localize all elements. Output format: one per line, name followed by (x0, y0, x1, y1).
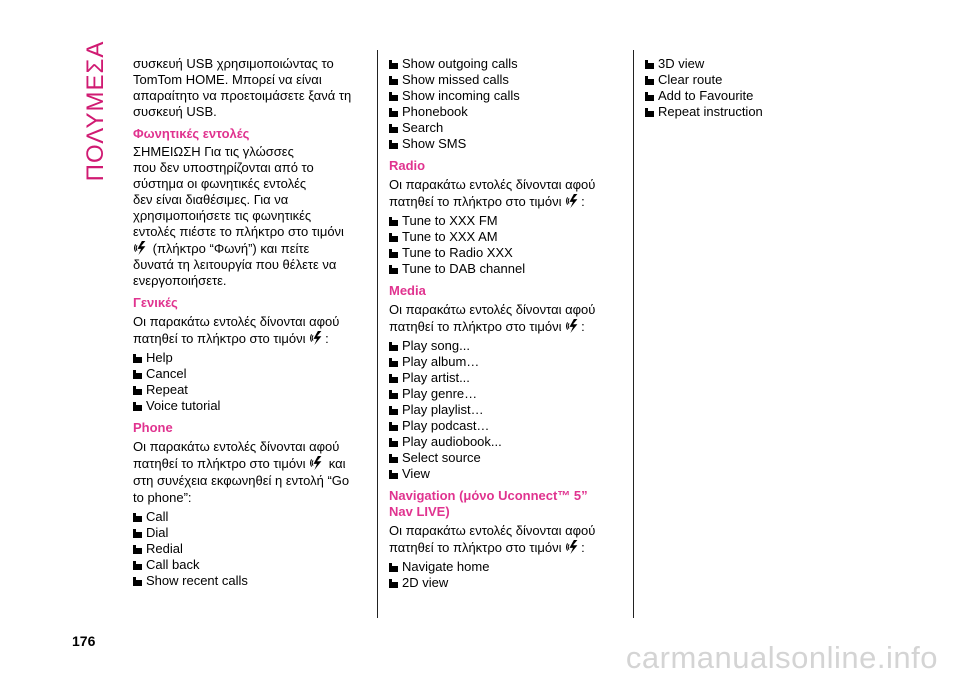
column-2 (389, 56, 624, 591)
voice-command-icon (566, 539, 580, 555)
list-item (389, 338, 624, 354)
text-line (133, 240, 365, 257)
list-item (133, 557, 365, 573)
heading-line: Nav LIVE) (389, 504, 450, 519)
checkbox-bullet-icon (133, 545, 142, 554)
list-item (389, 450, 624, 466)
text-span: : (581, 194, 585, 209)
list-item-label: Tune to DAB channel (402, 261, 526, 276)
column-divider (633, 50, 634, 618)
checkbox-bullet-icon (389, 342, 398, 351)
checkbox-bullet-icon (389, 92, 398, 101)
list-item-label: Play playlist… (402, 402, 484, 417)
checkbox-bullet-icon (389, 249, 398, 258)
list-item-label: Redial (146, 541, 183, 556)
text-line: Οι παρακάτω εντολές δίνονται αφού (133, 439, 340, 454)
general-heading: Γενικές (133, 295, 178, 310)
column-1 (133, 56, 365, 589)
text-line (389, 318, 624, 335)
list-item (389, 88, 624, 104)
text-line: Οι παρακάτω εντολές δίνονται αφού (389, 302, 596, 317)
checkbox-bullet-icon (389, 374, 398, 383)
list-item-label: Clear route (658, 72, 723, 87)
text-line: Οι παρακάτω εντολές δίνονται αφού (389, 177, 596, 192)
list-item (133, 525, 365, 541)
text-line: TomTom HOME. Μπορεί να είναι (133, 72, 322, 87)
list-item (133, 366, 365, 382)
phone-heading: Phone (133, 420, 173, 435)
text-line: σύστημα οι φωνητικές εντολές (133, 176, 307, 191)
list-item-label: Call back (146, 557, 200, 572)
list-item (389, 261, 624, 277)
checkbox-bullet-icon (389, 454, 398, 463)
text-line: στη συνέχεια εκφωνηθεί η εντολή “Go (133, 473, 350, 488)
checkbox-bullet-icon (389, 358, 398, 367)
general-intro (133, 313, 365, 347)
list-item (389, 56, 624, 72)
list-item-label: Voice tutorial (146, 398, 221, 413)
general-list (133, 350, 365, 414)
navigation-intro (389, 522, 624, 556)
phone-intro (133, 438, 365, 506)
list-item (389, 402, 624, 418)
checkbox-bullet-icon (389, 124, 398, 133)
list-item (645, 104, 875, 120)
list-item (389, 136, 624, 152)
checkbox-bullet-icon (645, 92, 654, 101)
list-item-label: Play song... (402, 338, 470, 353)
navigation-list (389, 559, 624, 591)
list-item-label: Tune to XXX FM (402, 213, 498, 228)
text-line (389, 539, 624, 556)
text-line: χρησιμοποιήσετε τις φωνητικές (133, 208, 312, 223)
list-item (645, 88, 875, 104)
media-list (389, 338, 624, 482)
checkbox-bullet-icon (133, 513, 142, 522)
checkbox-bullet-icon (645, 108, 654, 117)
list-item-label: Search (402, 120, 444, 135)
list-item-label: Repeat instruction (658, 104, 763, 119)
media-intro (389, 301, 624, 335)
text-line (133, 330, 365, 347)
list-item (389, 386, 624, 402)
voice-command-icon (134, 240, 148, 256)
checkbox-bullet-icon (389, 390, 398, 399)
radio-intro (389, 176, 624, 210)
list-item (133, 509, 365, 525)
checkbox-bullet-icon (133, 529, 142, 538)
list-item (389, 120, 624, 136)
list-item-label: View (402, 466, 430, 481)
list-item-label: Show missed calls (402, 72, 509, 87)
text-span: πατηθεί το πλήκτρο στο τιμόνι (133, 456, 306, 471)
list-item-label: Help (146, 350, 173, 365)
list-item (133, 398, 365, 414)
list-item (389, 575, 624, 591)
checkbox-bullet-icon (389, 76, 398, 85)
list-item-label: Show incoming calls (402, 88, 520, 103)
text-line: ενεργοποιήσετε. (133, 273, 227, 288)
text-line: δεν είναι διαθέσιμες. Για να (133, 192, 289, 207)
list-item (389, 229, 624, 245)
list-item-label: Play audiobook... (402, 434, 502, 449)
checkbox-bullet-icon (133, 402, 142, 411)
list-item-label: Tune to XXX AM (402, 229, 498, 244)
list-item (133, 573, 365, 589)
checkbox-bullet-icon (389, 422, 398, 431)
text-line: εντολές πιέστε το πλήκτρο στο τιμόνι (133, 224, 344, 239)
text-span: πατηθεί το πλήκτρο στο τιμόνι (389, 194, 562, 209)
list-item-label: Play album… (402, 354, 480, 369)
watermark: carmanualsonline.info (625, 640, 938, 675)
checkbox-bullet-icon (389, 265, 398, 274)
list-item (389, 559, 624, 575)
list-item-label: Navigate home (402, 559, 490, 574)
text-line: δυνατά τη λειτουργία που θέλετε να (133, 257, 337, 272)
text-line: Οι παρακάτω εντολές δίνονται αφού (389, 523, 596, 538)
list-item (133, 541, 365, 557)
voice-command-icon (566, 193, 580, 209)
text-line: συσκευή USB χρησιμοποιώντας το (133, 56, 334, 71)
list-item-label: 2D view (402, 575, 449, 590)
list-item (389, 104, 624, 120)
list-item-label: 3D view (658, 56, 705, 71)
navigation-heading (389, 488, 624, 520)
checkbox-bullet-icon (133, 370, 142, 379)
voice-command-icon (310, 455, 324, 471)
checkbox-bullet-icon (389, 140, 398, 149)
column-divider (377, 50, 378, 618)
list-item (133, 350, 365, 366)
list-item (389, 213, 624, 229)
list-item-label: Phonebook (402, 104, 468, 119)
media-heading: Media (389, 283, 426, 298)
phone-list-continued (389, 56, 624, 152)
radio-heading: Radio (389, 158, 426, 173)
list-item (389, 245, 624, 261)
list-item-label: Show SMS (402, 136, 467, 151)
checkbox-bullet-icon (389, 233, 398, 242)
heading-line: Navigation (μόνο Uconnect™ 5” (389, 488, 588, 503)
text-span: πατηθεί το πλήκτρο στο τιμόνι (389, 540, 562, 555)
text-span: (πλήκτρο “Φωνή”) και πείτε (152, 241, 310, 256)
list-item (389, 72, 624, 88)
text-line: που δεν υποστηρίζονται από το (133, 160, 314, 175)
text-span: : (325, 331, 329, 346)
section-title-text: ΠΟΛΥΜΕΣΑ (82, 40, 109, 182)
list-item-label: Play genre… (402, 386, 478, 401)
checkbox-bullet-icon (389, 406, 398, 415)
checkbox-bullet-icon (645, 60, 654, 69)
list-item-label: Cancel (146, 366, 187, 381)
text-line: to phone”: (133, 490, 192, 505)
list-item-label: Select source (402, 450, 481, 465)
voice-commands-heading: Φωνητικές εντολές (133, 126, 250, 141)
checkbox-bullet-icon (389, 217, 398, 226)
page-number: 176 (72, 633, 96, 649)
list-item-label: Show recent calls (146, 573, 248, 588)
checkbox-bullet-icon (389, 470, 398, 479)
text-line (133, 455, 365, 472)
text-line (389, 193, 624, 210)
checkbox-bullet-icon (645, 76, 654, 85)
usb-intro (133, 56, 365, 120)
phone-list (133, 509, 365, 589)
checkbox-bullet-icon (133, 561, 142, 570)
text-line: απαραίτητο να προετοιμάσετε ξανά τη (133, 88, 352, 103)
text-span: : (581, 540, 585, 555)
checkbox-bullet-icon (133, 354, 142, 363)
checkbox-bullet-icon (133, 386, 142, 395)
navigation-list-continued (645, 56, 875, 120)
checkbox-bullet-icon (133, 577, 142, 586)
list-item-label: Show outgoing calls (402, 56, 518, 71)
list-item (645, 56, 875, 72)
checkbox-bullet-icon (389, 563, 398, 572)
text-span: : (581, 319, 585, 334)
list-item (389, 434, 624, 450)
checkbox-bullet-icon (389, 438, 398, 447)
list-item-label: Play artist... (402, 370, 470, 385)
section-title (76, 36, 116, 186)
voice-command-icon (566, 318, 580, 334)
voice-note (133, 144, 365, 289)
list-item-label: Call (146, 509, 169, 524)
list-item-label: Tune to Radio XXX (402, 245, 513, 260)
list-item (133, 382, 365, 398)
column-3 (645, 56, 875, 120)
list-item-label: Repeat (146, 382, 188, 397)
text-line: Οι παρακάτω εντολές δίνονται αφού (133, 314, 340, 329)
checkbox-bullet-icon (389, 579, 398, 588)
checkbox-bullet-icon (389, 60, 398, 69)
list-item-label: Add to Favourite (658, 88, 754, 103)
list-item (645, 72, 875, 88)
list-item (389, 354, 624, 370)
text-line: συσκευή USB. (133, 104, 217, 119)
text-span: και (328, 456, 346, 471)
list-item (389, 466, 624, 482)
list-item-label: Play podcast… (402, 418, 490, 433)
radio-list (389, 213, 624, 277)
voice-command-icon (310, 330, 324, 346)
text-line: ΣΗΜΕΙΩΣΗ Για τις γλώσσες (133, 144, 294, 159)
list-item (389, 418, 624, 434)
text-span: πατηθεί το πλήκτρο στο τιμόνι (389, 319, 562, 334)
checkbox-bullet-icon (389, 108, 398, 117)
list-item-label: Dial (146, 525, 169, 540)
list-item (389, 370, 624, 386)
text-span: πατηθεί το πλήκτρο στο τιμόνι (133, 331, 306, 346)
